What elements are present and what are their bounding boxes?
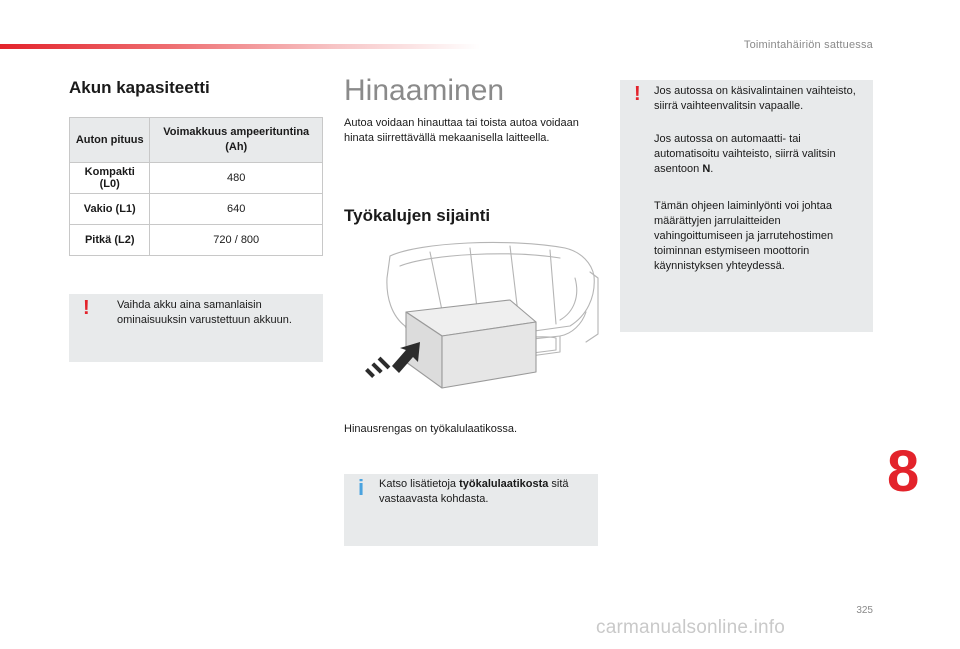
table-header-cell: Voimakkuus ampeerituntina (Ah) — [150, 118, 323, 163]
table-row — [70, 163, 323, 194]
towing-title: Hinaaminen — [344, 74, 505, 107]
tools-section-title: Työkalujen sijainti — [344, 206, 491, 225]
towing-intro-text: Autoa voidaan hinauttaa tai toista autoa voidaan hinata siirrettävällä mekaanisella laitteella. — [344, 117, 579, 144]
chapter-number: 8 — [887, 439, 920, 504]
manual-gearbox-text: Jos autossa on käsivalintainen vaihteisto, siirrä vaihteenvalitsin vapaalle. — [654, 85, 856, 112]
gearbox-warning-note — [620, 80, 873, 332]
table-cell-capacity: 480 — [150, 163, 323, 194]
toolbox-info-note — [344, 474, 598, 546]
table-row — [70, 225, 323, 256]
toolbox-under-seat-illustration — [360, 238, 600, 398]
table-header-cell: Auton pituus — [70, 118, 150, 163]
table-cell-capacity: 640 — [150, 194, 323, 225]
automatic-gearbox-text: Jos autossa on automaatti- tai automatisoitu vaihteisto, siirrä valitsin asentoon N. — [654, 133, 836, 175]
battery-section-title: Akun kapasiteetti — [69, 78, 210, 97]
table-cell-length: Pitkä (L2) — [70, 225, 150, 256]
table-cell-length: Kompakti (L0) — [70, 163, 150, 194]
battery-warning-note — [69, 294, 323, 362]
battery-capacity-table — [69, 117, 323, 256]
table-cell-capacity: 720 / 800 — [150, 225, 323, 256]
warning-icon: ! — [83, 297, 90, 319]
consequence-text: Tämän ohjeen laiminlyönti voi johtaa määrättyjen jarrulaitteiden vahingoittumiseen ja jarrutehostimen toiminnan estymiseen moottorin käynnistyksen yhteydessä. — [654, 200, 834, 272]
header-accent-bar — [0, 44, 480, 49]
towing-ring-caption: Hinausrengas on työkalulaatikossa. — [344, 423, 518, 435]
warning-icon: ! — [634, 83, 641, 105]
info-icon: i — [358, 475, 365, 500]
table-cell-length: Vakio (L1) — [70, 194, 150, 225]
page-number: 325 — [856, 605, 873, 616]
table-row — [70, 194, 323, 225]
table-header-row — [70, 118, 323, 163]
toolbox-info-text: Katso lisätietoja työkalulaatikosta sitä vastaavasta kohdasta. — [379, 478, 569, 505]
battery-warning-text: Vaihda akku aina samanlaisin ominaisuuksin varustettuun akkuun. — [117, 299, 292, 326]
watermark: carmanualsonline.info — [596, 617, 786, 638]
chapter-title: Toimintahäiriön sattuessa — [743, 39, 873, 51]
